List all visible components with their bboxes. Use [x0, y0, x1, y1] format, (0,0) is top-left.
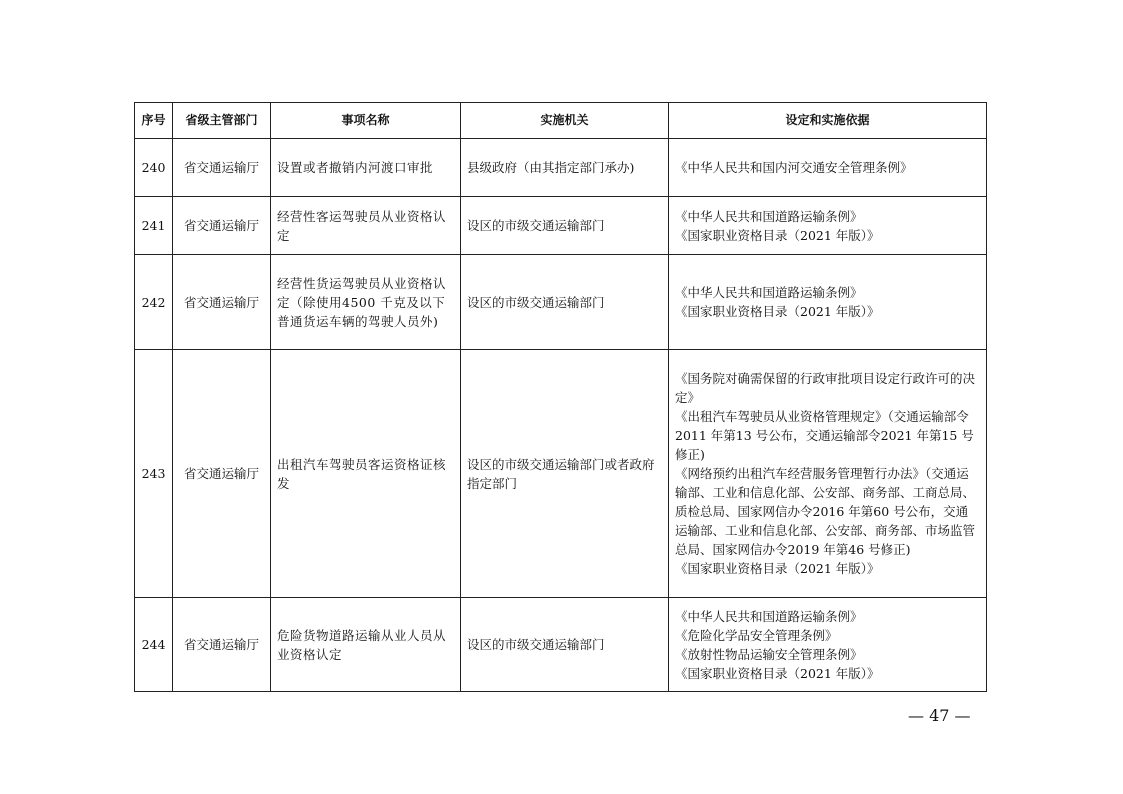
header-provincial-department: 省级主管部门 — [173, 103, 271, 139]
row-department: 省交通运输厅 — [173, 139, 271, 197]
table-row — [135, 197, 987, 255]
basis-item: 《国家职业资格目录（2021 年版）》 — [675, 665, 880, 681]
row-basis — [669, 255, 987, 350]
row-basis — [669, 598, 987, 692]
row-department: 省交通运输厅 — [173, 255, 271, 350]
row-department: 省交通运输厅 — [173, 350, 271, 598]
row-number: 240 — [135, 139, 173, 197]
header-implementing-agency: 实施机关 — [461, 103, 669, 139]
row-item-name: 经营性客运驾驶员从业资格认定 — [271, 197, 461, 255]
row-number: 242 — [135, 255, 173, 350]
header-serial-number: 序号 — [135, 103, 173, 139]
table-row — [135, 350, 987, 598]
row-agency: 县级政府（由其指定部门承办) — [461, 139, 669, 197]
row-item-name: 出租汽车驾驶员客运资格证核发 — [271, 350, 461, 598]
basis-item: 《中华人民共和国内河交通安全管理条例》 — [675, 160, 913, 175]
basis-item: 《国家职业资格目录（2021 年版）》 — [675, 304, 880, 319]
table-row — [135, 598, 987, 692]
table-header-row — [135, 103, 987, 139]
row-department: 省交通运输厅 — [173, 598, 271, 692]
header-item-name: 事项名称 — [271, 103, 461, 139]
row-item-name: 设置或者撤销内河渡口审批 — [271, 139, 461, 197]
approval-items-table — [134, 102, 987, 692]
row-number: 244 — [135, 598, 173, 692]
row-agency: 设区的市级交通运输部门 — [461, 197, 669, 255]
table-row — [135, 139, 987, 197]
row-basis — [669, 350, 987, 598]
basis-item: 《中华人民共和国道路运输条例》 — [675, 608, 863, 624]
basis-item: 《危险化学品安全管理条例》 — [675, 627, 838, 643]
row-item-name: 危险货物道路运输从业人员从业资格认定 — [271, 598, 461, 692]
row-basis — [669, 197, 987, 255]
basis-item: 《网络预约出租汽车经营服务管理暂行办法》（交通运输部、工业和信息化部、公安部、商务部、工商总局、质检总局、国家网信办令2016 年第60 号公布，交通运输部、工业和信息化部、公安部、商务部、市场监管总局、国家网信办令2019 年第46 号修正) — [675, 466, 976, 557]
row-number: 241 — [135, 197, 173, 255]
basis-item: 《放射性物品运输安全管理条例》 — [675, 646, 863, 662]
row-agency: 设区的市级交通运输部门或者政府指定部门 — [461, 350, 669, 598]
basis-item: 《国家职业资格目录（2021 年版）》 — [675, 561, 880, 576]
basis-item: 《国家职业资格目录（2021 年版）》 — [675, 227, 880, 243]
basis-item: 《国务院对确需保留的行政审批项目设定行政许可的决定》 — [675, 371, 976, 405]
header-legal-basis: 设定和实施依据 — [669, 103, 987, 139]
row-agency: 设区的市级交通运输部门 — [461, 598, 669, 692]
page-number: — 47 — — [908, 706, 971, 725]
basis-item: 《出租汽车驾驶员从业资格管理规定》（交通运输部令2011 年第13 号公布，交通运输部令2021 年第15 号修正) — [675, 409, 974, 462]
row-number: 243 — [135, 350, 173, 598]
row-basis — [669, 139, 987, 197]
basis-item: 《中华人民共和国道路运输条例》 — [675, 285, 863, 300]
row-item-name: 经营性货运驾驶员从业资格认定（除使用4500 千克及以下普通货运车辆的驾驶人员外) — [271, 255, 461, 350]
row-department: 省交通运输厅 — [173, 197, 271, 255]
row-agency: 设区的市级交通运输部门 — [461, 255, 669, 350]
table-row — [135, 255, 987, 350]
basis-item: 《中华人民共和国道路运输条例》 — [675, 208, 863, 224]
